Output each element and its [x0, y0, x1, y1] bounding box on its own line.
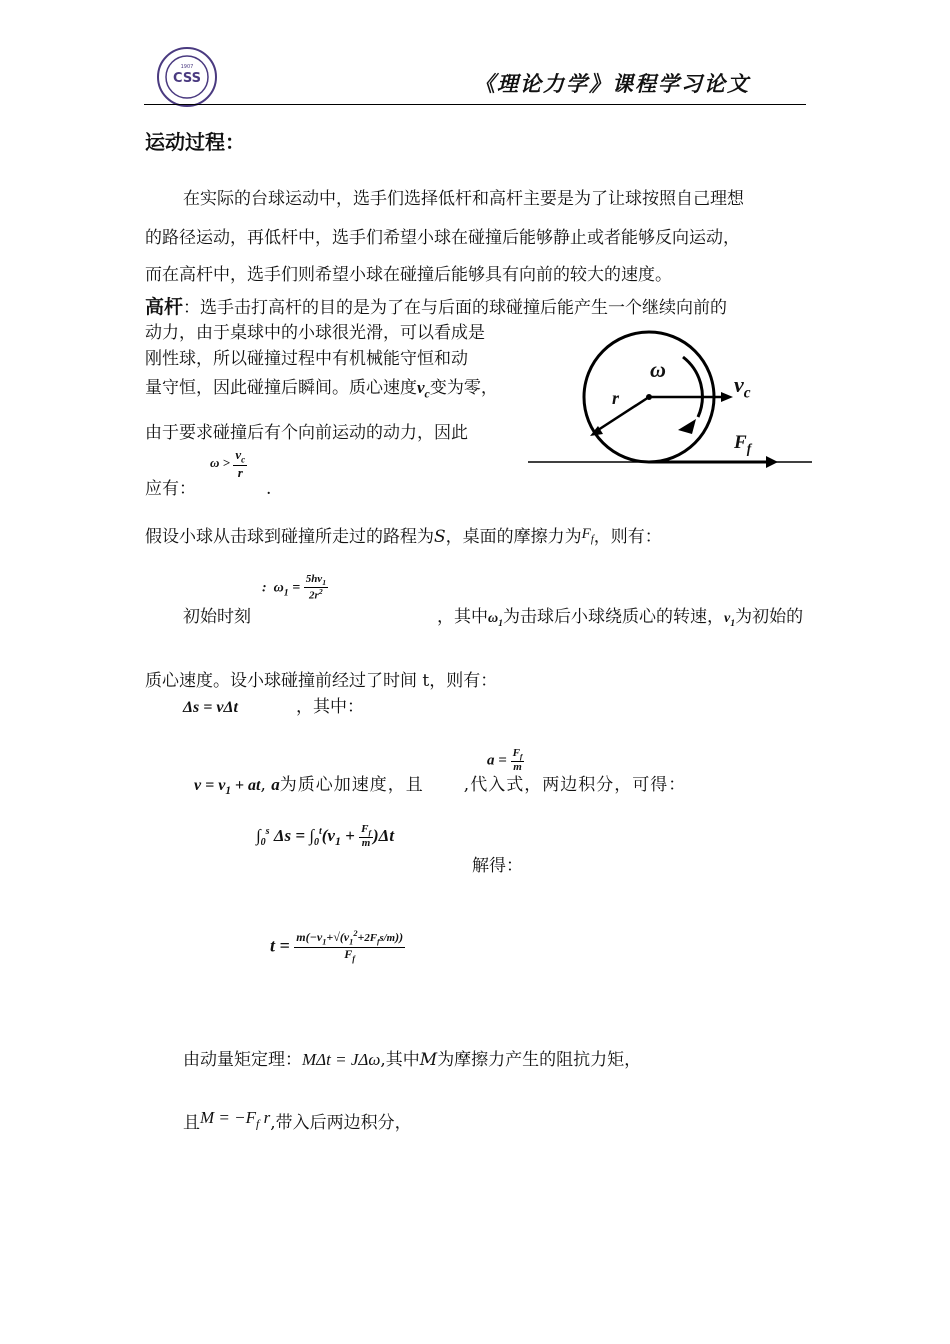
intro-line-3: 而在高杆中，选手们则希望小球在碰撞后能够具有向前的较大的速度。: [145, 265, 672, 285]
header-title: 《理论力学》课程学习论文: [474, 71, 750, 96]
gaogan-label: 高杆: [145, 296, 184, 318]
momentum-line: 由动量矩定理：MΔt = JΔω,其中M为摩擦力产生的阻抗力矩，: [183, 1050, 642, 1070]
s-symbol: S: [434, 527, 446, 547]
solve-text: 解得：: [472, 856, 523, 876]
diagram-r: r: [612, 388, 620, 408]
omega-inequality: ω > $\frac{v_c}{r}$: [210, 447, 246, 481]
svg-text:CSS: CSS: [173, 71, 201, 86]
intro-line-1: 在实际的台球运动中，选手们选择低杆和高杆主要是为了让球按照自己理想: [183, 189, 744, 209]
gaogan-line-5: 由于要求碰撞后有个向前运动的动力，因此: [145, 423, 468, 443]
gaogan-line-6: [145, 474, 271, 499]
last-line: 且$M = -F_f$ r,带入后两边积分，: [183, 1108, 412, 1133]
assume-line: 假设小球从击球到碰撞所走过的路程为S，桌面的摩擦力为$F_f$，则有：: [145, 526, 662, 547]
section-title: 运动过程：: [145, 130, 245, 154]
gaogan-line-4: [145, 373, 498, 401]
radius-arrow: [595, 397, 649, 432]
ds-formula: Δs = vΔt: [183, 699, 238, 716]
omega1-symbol: $\omega_1$: [488, 611, 504, 629]
university-logo: [156, 46, 218, 113]
gaogan-text-4b: 变为零，: [429, 378, 498, 398]
ball-diagram: [528, 322, 818, 477]
intro-line-2: 的路径运动，再低杆中，选手们希望小球在碰撞后能够静止或者能够反向运动，: [145, 228, 740, 248]
header-rule: [144, 104, 806, 105]
omega1-formula: : $\omega_1$ = $\frac{5hv_1}{2r^2}$: [262, 573, 327, 602]
t-formula: t = $\frac{m(-v_1+√(v_1^2+2F_fs/m))}{F_f}$: [270, 929, 404, 964]
gaogan-text-1: ：选手击打高杆的目的是为了在与后面的球碰撞后能产生一个继续向前的: [183, 298, 728, 318]
gaogan-text-4a: 量守恒，因此碰撞后瞬间。质心速度: [145, 378, 417, 398]
gaogan-text-6b: .: [266, 479, 272, 499]
gaogan-line-3: 刚性球，所以碰撞过程中有机械能守恒和动: [145, 349, 468, 369]
omega-arc: [683, 357, 702, 417]
ds-line: Δs = vΔt ，其中：: [183, 697, 364, 717]
integral-formula: $\int_0^s$ $\Delta s = \int_0^t(v_1$ + $\frac{F_f}{m}$ )Δt: [256, 823, 395, 850]
m-eq-formula: $M = -F_f$ r: [200, 1108, 271, 1131]
velocity-line: 质心速度。设小球碰撞前经过了时间 t，则有：: [145, 671, 498, 691]
diagram-vc: $v_c$: [734, 372, 751, 402]
gaogan-text-6a: 应有：: [145, 479, 196, 499]
diagram-omega: ω: [650, 357, 666, 382]
m-symbol: M: [419, 1050, 438, 1070]
diagram-ff: $F_f$: [734, 432, 752, 456]
a-formula: a = $\frac{F_f}{m}$: [487, 747, 523, 774]
a-symbol: a: [271, 775, 280, 794]
gaogan-line-1: [145, 292, 727, 319]
v-formula: $v = v_1$ + at: [194, 777, 261, 798]
momentum-formula: MΔt = JΔω: [302, 1050, 381, 1069]
vc-symbol: $v_c$: [417, 378, 430, 401]
v-line: $v = v_1$ + at, a为质心加速度，且 ,代入式，两边积分，可得：: [194, 775, 687, 798]
ff-symbol: $F_f$: [581, 526, 594, 545]
v1-symbol: $v_1$: [724, 611, 736, 629]
gaogan-line-2: 动力，由于桌球中的小球很光滑，可以看成是: [145, 323, 485, 343]
initial-line: 初始时刻 ，其中$\omega_1$为击球后小球绕质心的转速，$v_1$为初始的: [183, 607, 804, 629]
svg-text:1907: 1907: [180, 64, 194, 70]
